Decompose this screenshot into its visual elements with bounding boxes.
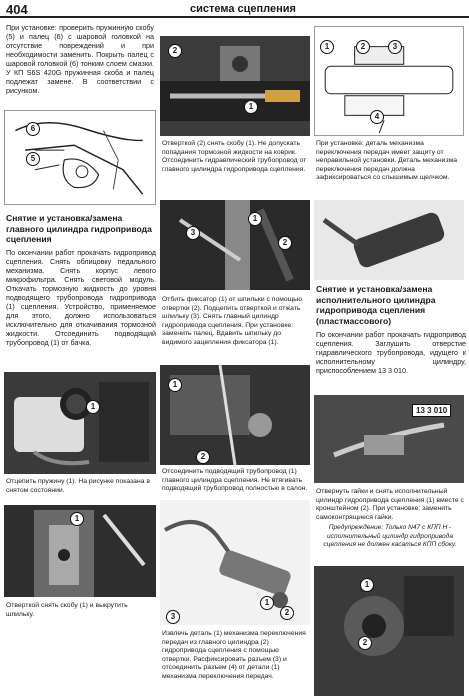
col2-caption4: Извлечь деталь (1) механизма переключения передач из главного цилиндра (2) гидропривода сцепления с помощью отвертки. Расфиксировать разъем (3) и отсоединить разъем (4) от детали (1) механизма переключения передач. bbox=[162, 630, 306, 680]
callout-1-clip: 1 bbox=[70, 512, 84, 526]
col3-warning: Предупреждение: Только N47 с КПП Н - исполнительный цилиндр гидропривода сцепления не должен касаться КПП сбоку. bbox=[323, 524, 457, 549]
callout-1-line: 1 bbox=[168, 378, 182, 392]
callout-1-diag: 1 bbox=[320, 40, 334, 54]
section-title: система сцепления bbox=[190, 3, 296, 15]
callout-2-line: 2 bbox=[196, 450, 210, 464]
photo-screwdriver-clip bbox=[160, 36, 310, 136]
photo-supply-line bbox=[160, 365, 310, 465]
col3-caption2: Отвернуть гайки и снять исполнительный цилиндр гидропривода сцепления (1) вместе с кронштейном (2). При установке: заменить самоконтрящиеся гайки. bbox=[316, 488, 464, 521]
callout-4-diag: 4 bbox=[370, 110, 384, 124]
tool-tag: 13 3 010 bbox=[412, 404, 451, 417]
callout-2-mid: 2 bbox=[278, 236, 292, 250]
col1-caption2: Отверткой снять скобу (1) и выкрутить шпильку. bbox=[6, 602, 128, 618]
callout-3-diag: 3 bbox=[388, 40, 402, 54]
col2-caption2: Отбить фиксатор (1) от шпильки с помощью отвертки (2). Подцепить отверткой и отжать шпильку (3). Снять главный цилиндр гидропривода сцепления. При установке: заменить палец. Вдавить шпильку до видимого зацепления фиксатора (1). bbox=[162, 296, 302, 346]
callout-3-cyl: 3 bbox=[166, 610, 180, 624]
callout-1-cyl: 1 bbox=[260, 596, 274, 610]
callout-2-trans: 2 bbox=[358, 636, 372, 650]
callout-1-top: 1 bbox=[244, 100, 258, 114]
col3-heading: Снятие и установка/замена исполнительного цилиндра гидропривода сцепления (пластмассового) bbox=[316, 284, 436, 326]
callout-6: 6 bbox=[26, 122, 40, 136]
col1-heading: Снятие и установка/замена главного цилиндра гидропривода сцепления bbox=[6, 213, 152, 244]
callout-5: 5 bbox=[26, 152, 40, 166]
col2-caption1: Отверткой (2) снять скобу (1). Не допускать попадания тормозной жидкости на коврик. Отсоединить гидравлический трубопровод от главного цилиндра гидропривода сцепления. bbox=[162, 140, 307, 173]
callout-1-trans: 1 bbox=[360, 578, 374, 592]
page-number: 404 bbox=[6, 2, 28, 17]
col3-body: По окончании работ прокачать гидропривод сцепления. Заглушить отверстие гидравлического трубопровода, идущего к исполнительному цилиндру, приспособлением 13 3 010. bbox=[316, 330, 466, 375]
page-header bbox=[0, 0, 469, 18]
callout-3-mid: 3 bbox=[186, 226, 200, 240]
intro-text: При установке: проверить пружинную скобу (5) и палец (6) с шаровой головкой на отсутствие повреждений и при необходимости заменить. Покрыть палец с шаровой головкой (6) тонким слоем смазки. У КП S6S 420G пружинная скоба и палец подлежат замене. В соответствии с рисунком. bbox=[6, 23, 154, 95]
col2-caption3: Отсоединить подводящий трубопровод (1) главного цилиндра сцепления. Не втягивать подводящий трубопровод полностью в салон. bbox=[162, 468, 308, 493]
callout-1-reservoir: 1 bbox=[86, 400, 100, 414]
callout-2-cyl: 2 bbox=[280, 606, 294, 620]
photo-transmission bbox=[314, 566, 464, 696]
callout-2-diag: 2 bbox=[356, 40, 370, 54]
col3-caption1: При установке: деталь механизма переключения передач имеет защиту от неправильной установки. Деталь механизма переключения передач должна зафиксироваться со слышимым щелчком. bbox=[316, 140, 458, 182]
callout-2-top: 2 bbox=[168, 44, 182, 58]
photo-slave-cylinder-part bbox=[314, 200, 464, 280]
callout-1-mid: 1 bbox=[248, 212, 262, 226]
col1-caption1: Отцепить пружину (1). На рисунке показана в снятом состоянии. bbox=[6, 478, 150, 494]
photo-reservoir bbox=[4, 372, 156, 474]
col1-body: По окончании работ прокачать гидропривод сцепления. Снять облицовку педального механизма. Снять корпус левого микрофильтра. Снять световой модуль. Откачать тормозную жидкость до уровня подводящего трубопровода гидропривода (1) сцепления. Устройство, применяемое для этого, должно использоваться исключительно для откачивания тормозной жидкости. Отсоединить подводящий трубопровод (1) от бачка. bbox=[6, 248, 156, 347]
